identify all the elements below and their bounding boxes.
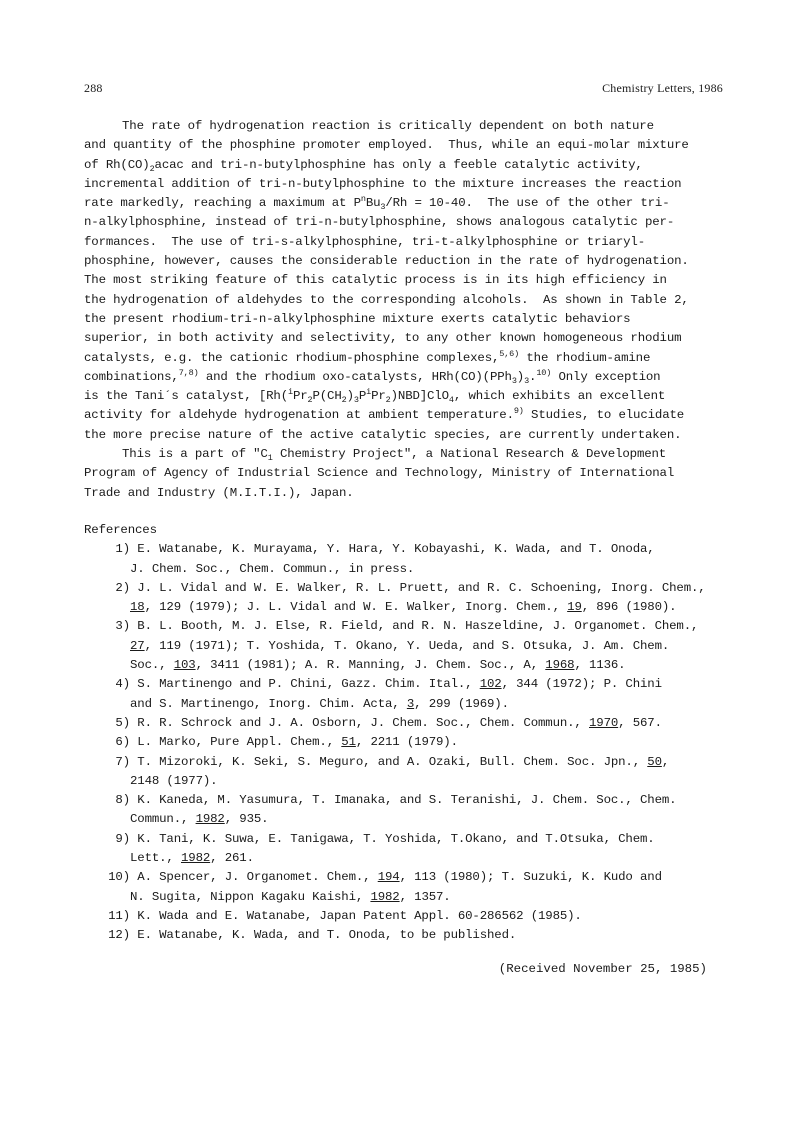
text-line: incremental addition of tri-n-butylphosphine to the mixture increases the reaction [84,176,682,191]
text-line: The most striking feature of this catalytic process is in its high efficiency in [84,273,667,288]
text-line: is the Tani´s catalyst, $[Rh(^iPr_2P(CH_2)_3P^iPr_2)NBD]ClO_4$, which exhibits an excellent [84,387,666,406]
reference-item: 8) K. Kaneda, M. Yasumura, T. Imanaka, and S. Teranishi, J. Chem. Soc., Chem. Commun., 1982, 935. [115,793,677,827]
text-line: This is a part of "$C_1$ Chemistry Project", a National Research & Development [122,447,667,464]
text-line: phosphine, however, causes the considerable reduction in the rate of hydrogenation. [84,254,689,269]
page-number: 288 [84,81,103,95]
text-line: Trade and Industry (M.I.T.I.), Japan. [84,485,354,500]
citation-superscript: 7,8) [178,367,199,378]
citation-superscript: 9) [513,406,524,417]
reference-item: 2) J. L. Vidal and W. E. Walker, R. L. Pruett, and R. C. Schoening, Inorg. Chem., 18, 129 (1979); J. L. Vidal and W. E. Walker, Inorg. Chem., 19, 896 (1980). [115,580,706,615]
references-heading: References [84,522,157,537]
journal-running-head: Chemistry Letters, 1986 [602,81,723,95]
reference-item: 6) L. Marko, Pure Appl. Chem., 51 , 2211 (1979). [115,735,458,750]
reference-item: 9) K. Tani, K. Suwa, E. Tanigawa, T. Yoshida, T.Okano, and T.Otsuka, Chem. Lett., 1982, 261. [115,831,655,865]
reference-item: 7) T. Mizoroki, K. Seki, S. Meguro, and A. Ozaki, Bull. Chem. Soc. Jpn., 50 , 2148 (1977). [115,754,670,788]
text-line: activity for aldehyde hydrogenation at ambient temperature.$^{9)}$ Studies, to elucidate [84,406,685,423]
reference-item: 4) S. Martinengo and P. Chini, Gazz. Chim. Ital., 102 , 344 (1972); P. Chini and S. Martinengo, Inorg. Chim. Acta, 3, 299 (1969). [115,677,662,711]
text-line: of $Rh(CO)_2acac$ and tri-n-butylphosphine has only a feeble catalytic activity, [84,157,643,174]
text-line: combinations,$^{7,8)}$ and the rhodium oxo-catalysts, $HRh(CO)(PPh_3)_3.^{10)}$ Only exception [84,367,661,386]
paragraph-2 [84,445,724,503]
reference-item: 3) B. L. Booth, M. J. Else, R. Field, and R. N. Haszeldine, J. Organomet. Chem., 27, 119 (1971); T. Yoshida, T. Okano, Y. Ueda, and S. Otsuka, J. Am. Chem. Soc., 103, 3411 (1981); A. R. Manning, J. Chem. Soc., A, 1968, 1136. [115,619,699,673]
text-line: Program of Agency of Industrial Science and Technology, Ministry of International [84,466,675,481]
reference-item: 5) R. R. Schrock and J. A. Osborn, J. Chem. Soc., Chem. Commun., 1970 , 567. [115,715,662,730]
references-section [84,521,724,946]
text-line: n-alkylphosphine, instead of tri-n-butylphosphine, shows analogous catalytic per- [84,215,675,230]
article-body [84,117,724,945]
text-line: the more precise nature of the active catalytic species, are currently undertaken. [84,427,682,442]
received-date: (Received November 25, 1985) [498,962,707,976]
text-line: the present rhodium-tri-n-alkylphosphine mixture exerts catalytic behaviors [84,311,631,326]
text-line: the hydrogenation of aldehydes to the corresponding alcohols. As shown in Table 2, [84,292,689,307]
citation-superscript: 10) [536,367,552,378]
text-line: The rate of hydrogenation reaction is critically dependent on both nature [122,119,654,133]
text-line: and quantity of the phosphine promoter employed. Thus, while an equi-molar mixture [84,138,689,153]
text-line: catalysts, e.g. the cationic rhodium-phosphine complexes,$^{5,6)}$ the rhodium-amine [84,348,651,365]
text-line: formances. The use of tri-s-alkylphosphine, tri-t-alkylphosphine or triaryl- [84,234,645,249]
text-line: rate markedly, reaching a maximum at $P^nBu_3/Rh = 10-40$. The use of the other tri- [84,194,670,213]
reference-item: 10) A. Spencer, J. Organomet. Chem., 194 , 113 (1980); T. Suzuki, K. Kudo and N. Sugita, Nippon Kagaku Kaishi, 1982, 1357. [108,870,662,904]
citation-superscript: 5,6) [499,348,520,359]
reference-item: 1) E. Watanabe, K. Murayama, Y. Hara, Y. Kobayashi, K. Wada, and T. Onoda, J. Chem. Soc., Chem. Commun., in press. [115,542,655,576]
reference-item: 11) K. Wada and E. Watanabe, Japan Patent Appl. 60-286562 (1985). [108,908,582,923]
paragraph-1 [84,117,724,445]
text-line: superior, in both activity and selectivity, to any other known homogeneous rhodium [84,331,682,346]
reference-item: 12) E. Watanabe, K. Wada, and T. Onoda, to be published. [108,928,517,943]
